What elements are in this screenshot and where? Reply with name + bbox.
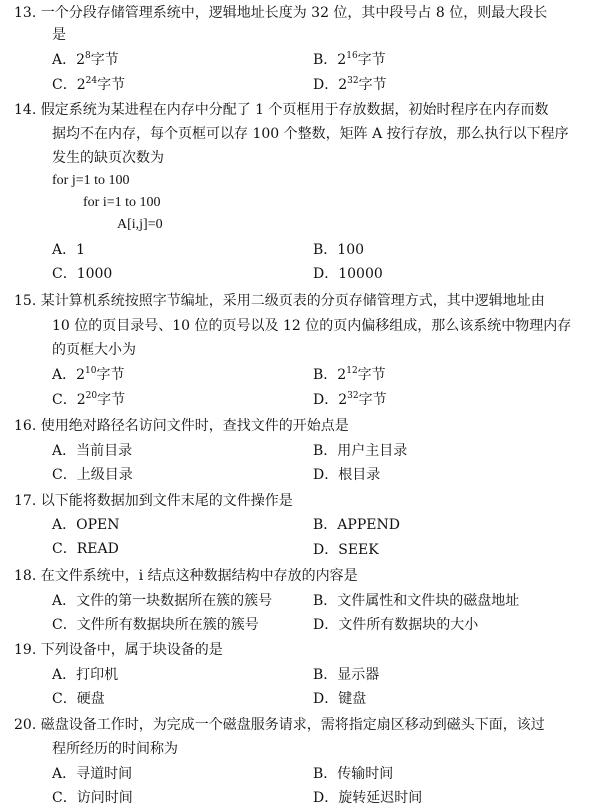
question-stem: 以下能将数据加到文件末尾的文件操作是 <box>40 493 293 509</box>
option-16-c: C．上级目录 <box>52 467 133 483</box>
question-stem: 下列设备中，属于块设备的是 <box>40 642 223 658</box>
question-14-line-1 <box>14 100 549 120</box>
question-number: 18. <box>14 568 37 584</box>
option-16-a: A．当前目录 <box>52 443 133 459</box>
question-stem: 磁盘设备工作时，为完成一个磁盘服务请求，需将指定扇区移动到磁头下面，该过 <box>40 717 545 733</box>
option-13-c: C．$2^{24}$字节 <box>52 76 126 93</box>
option-20-d: D．旋转延迟时间 <box>313 790 423 806</box>
question-number: 14. <box>14 102 37 118</box>
question-19-line-1 <box>14 640 223 660</box>
question-18-line-1 <box>14 566 358 586</box>
option-19-c: C．硬盘 <box>52 691 105 707</box>
question-number: 16. <box>14 418 37 434</box>
code-line-3: A[i,j]=0 <box>117 217 163 232</box>
option-20-c: C．访问时间 <box>52 790 133 806</box>
question-17-line-1 <box>14 491 293 511</box>
option-20-b: B．传输时间 <box>313 766 394 782</box>
question-13-line-1 <box>14 3 547 23</box>
question-number: 13. <box>14 5 37 21</box>
question-20-line-2: 程所经历的时间称为 <box>52 741 178 757</box>
question-stem: 假定系统为某进程在内存中分配了 1 个页框用于存放数据，初始时程序在内存而数 <box>40 102 549 118</box>
question-15-line-1 <box>14 291 545 311</box>
option-15-a: A．$2^{10}$字节 <box>52 366 125 383</box>
question-number: 19. <box>14 642 37 658</box>
option-13-d: D．$2^{32}$字节 <box>313 76 387 93</box>
question-number: 20. <box>14 717 37 733</box>
option-13-b: B．$2^{16}$字节 <box>313 51 386 68</box>
option-15-b: B．$2^{12}$字节 <box>313 366 386 383</box>
question-number: 17. <box>14 493 37 509</box>
question-14-line-3: 发生的缺页次数为 <box>52 150 164 166</box>
option-15-c: C．$2^{20}$字节 <box>52 391 126 408</box>
option-19-b: B．显示器 <box>313 667 380 683</box>
question-14-line-2: 据均不在内存，每个页框可以存 100 个整数，矩阵 A 按行存放，那么执行以下程序 <box>52 126 569 142</box>
code-line-2: for i=1 to 100 <box>83 195 161 210</box>
option-18-c: C．文件所有数据块所在簇的簇号 <box>52 617 259 633</box>
option-19-d: D．键盘 <box>313 691 367 707</box>
option-18-a: A．文件的第一块数据所在簇的簇号 <box>52 593 273 609</box>
question-stem: 一个分段存储管理系统中，逻辑地址长度为 32 位，其中段号占 8 位，则最大段长 <box>40 5 548 21</box>
question-20-line-1 <box>14 715 545 735</box>
option-17-a: A．OPEN <box>52 517 120 533</box>
option-20-a: A．寻道时间 <box>52 766 133 782</box>
option-16-b: B．用户主目录 <box>313 443 408 459</box>
option-17-d: D．SEEK <box>313 542 379 558</box>
option-15-d: D．$2^{32}$字节 <box>313 391 387 408</box>
question-stem: 在文件系统中，i 结点这种数据结构中存放的内容是 <box>40 568 358 584</box>
option-19-a: A．打印机 <box>52 667 119 683</box>
option-14-a: A．1 <box>52 242 86 258</box>
option-16-d: D．根目录 <box>313 467 381 483</box>
option-13-a: A．$2^8$字节 <box>52 51 119 68</box>
question-number: 15. <box>14 293 37 309</box>
question-15-line-3: 的页框大小为 <box>52 342 136 358</box>
question-16-line-1 <box>14 416 349 436</box>
question-15-line-2: 10 位的页目录号、10 位的页号以及 12 位的页内偏移组成，那么该系统中物理内存 <box>52 318 572 334</box>
option-18-d: D．文件所有数据块的大小 <box>313 617 479 633</box>
option-14-b: B．100 <box>313 242 365 258</box>
option-17-c: C．READ <box>52 541 119 557</box>
question-stem: 使用绝对路径名访问文件时，查找文件的开始点是 <box>40 418 349 434</box>
option-14-c: C．1000 <box>52 266 113 282</box>
question-13-line-2: 是 <box>52 27 66 43</box>
option-14-d: D．10000 <box>313 266 383 282</box>
question-stem: 某计算机系统按照字节编址，采用二级页表的分页存储管理方式，其中逻辑地址由 <box>40 293 545 309</box>
code-line-1: for j=1 to 100 <box>52 173 130 188</box>
option-18-b: B．文件属性和文件块的磁盘地址 <box>313 593 520 609</box>
option-17-b: B．APPEND <box>313 517 400 533</box>
